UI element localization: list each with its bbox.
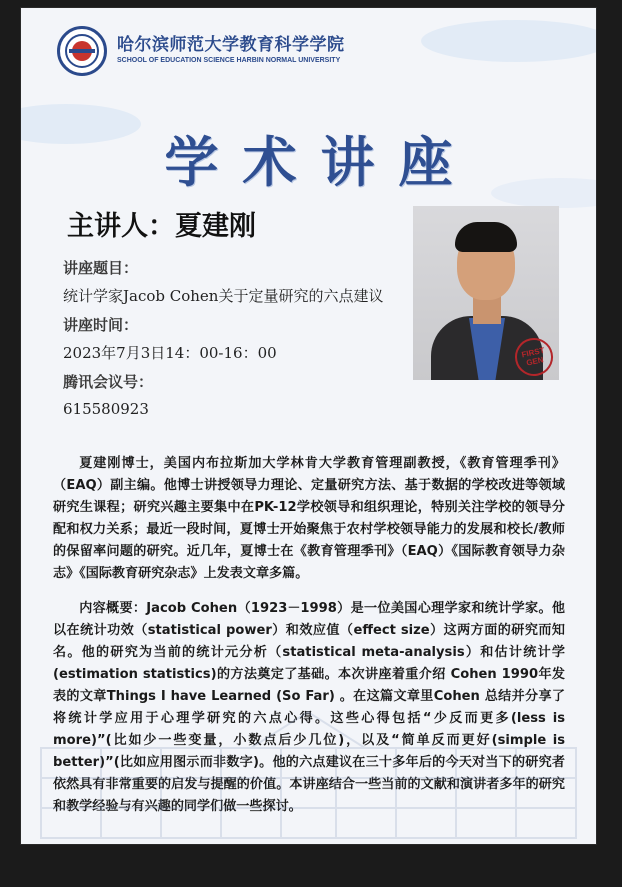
building-watermark: [21, 708, 596, 844]
speaker-name: 主讲人：夏建刚: [67, 211, 256, 242]
poster-title: 学术讲座: [164, 130, 477, 194]
speaker-bio: 夏建刚博士，美国内布拉斯加大学林肯大学教育管理副教授，《教育管理季刊》（EAQ）副主编。他博士讲授领导力理论、定量研究方法、基于数据的学校改进等领域研究生课程；研究兴趣主要集中在PK-12学校领导和组织理论，特别关注学校的领导分配和权力关系；最近一段时间，夏博士开始聚焦于农村学校领导能力的发展和校长/教师的保留率问题的研究。近几年，夏博士在《教育管理季刊》（EAQ）《国际教育领导力杂志》《国际教育研究杂志》上发表文章多篇。: [53, 456, 565, 581]
topic-label: 讲座题目：: [63, 259, 139, 277]
lecture-poster: [21, 8, 596, 844]
speaker-photo: [413, 206, 559, 380]
time-label: 讲座时间：: [63, 316, 139, 334]
school-header: [57, 24, 387, 80]
time-value: 2023年7月3日14：00-16：00: [63, 344, 277, 362]
topic-value: 统计学家Jacob Cohen关于定量研究的六点建议: [63, 287, 384, 305]
university-logo-icon: [57, 26, 107, 76]
first-gen-pin-icon: FIRST GEN: [511, 334, 556, 379]
school-name-en: SCHOOL OF EDUCATION SCIENCE HARBIN NORMAL UNIVERSITY: [117, 57, 341, 64]
cloud-decoration: [421, 20, 596, 62]
school-name-cn: 哈尔滨师范大学教育科学学院: [117, 35, 345, 55]
meeting-label: 腾讯会议号：: [63, 373, 154, 391]
meeting-id: 615580923: [63, 400, 149, 418]
lecture-summary: 内容概要：Jacob Cohen（1923－1998）是一位美国心理学家和统计学家。他以在统计功效（statistical power）和效应值（effect size）这两方面的研究而知名。他的研究为当前的统计元分析（statistical meta-analysis）和估计统计学(estimation statistics)的方法奠定了基础。本次讲座着重介绍 Cohen 1990年发表的文章Things I have Learned (So Far) 。在这篇文章里Cohen 总结并分享了将统计学应用于心理学研究的六点心得。这些心得包括“少反而更多(less is more)”(比如少一些变量，小数点后少几位)，以及“简单反而更好(simple is better)”(比如应用图示而非数字)。他的六点建议在三十多年后的今天对当下的研究者依然具有非常重要的启发与提醒的价值。本讲座结合一些当前的文献和演讲者多年的研究和教学经验与有兴趣的同学们做一些探讨。: [53, 601, 565, 814]
